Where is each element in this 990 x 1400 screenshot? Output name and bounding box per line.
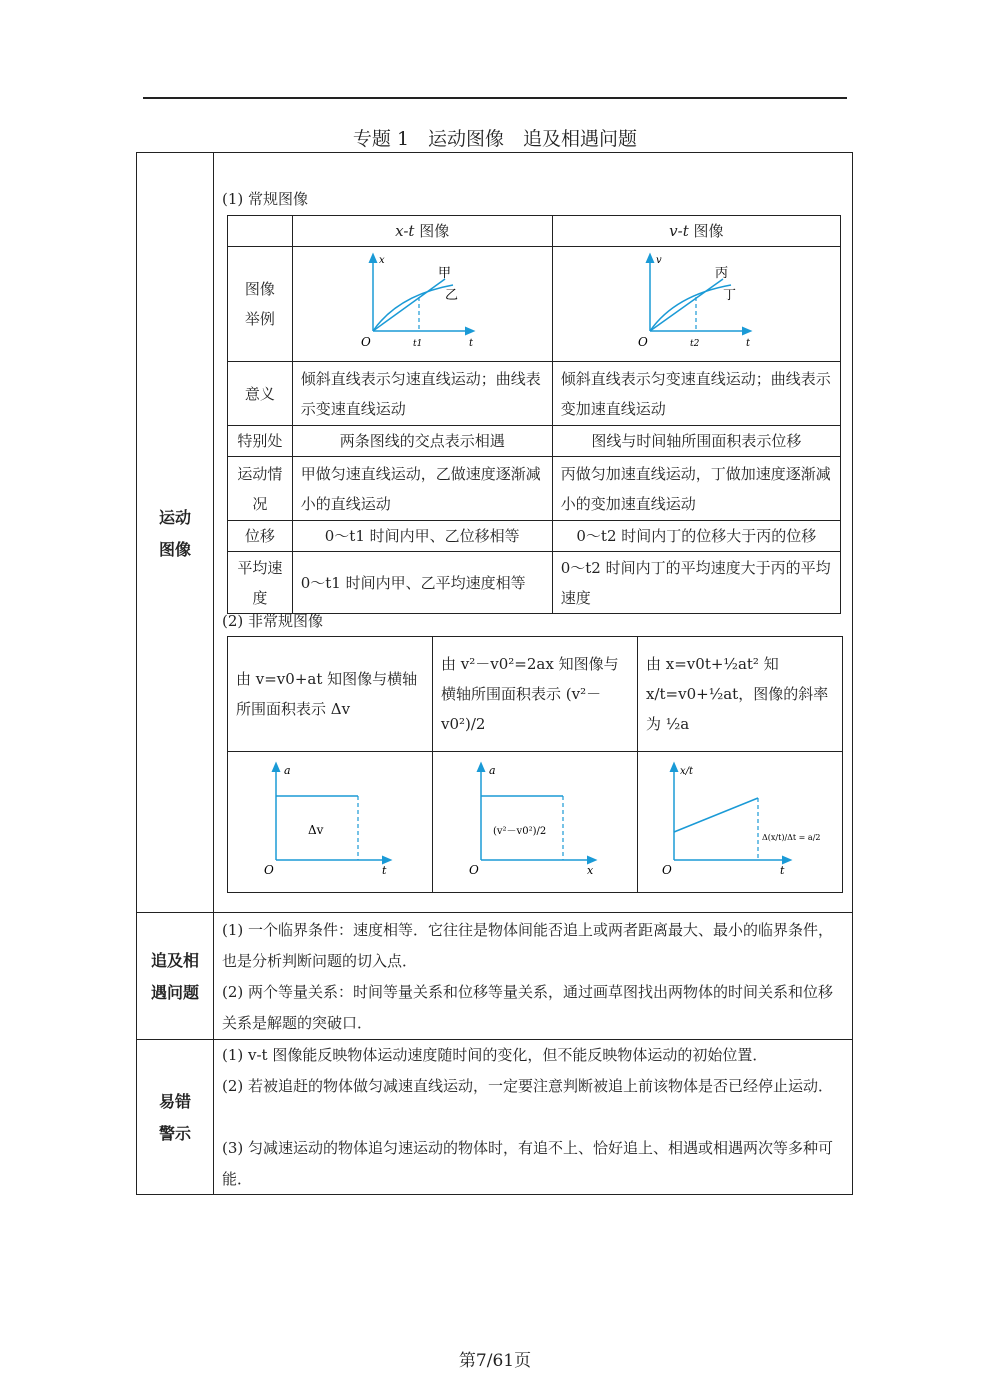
xt-example-cell bbox=[292, 247, 552, 362]
label-example: 图像 举例 bbox=[228, 247, 293, 362]
y-label: x bbox=[378, 255, 385, 266]
a-t-graph-cell bbox=[228, 752, 433, 893]
vt-example-cell bbox=[552, 247, 840, 362]
row-label-motion-images: 运动 图像 bbox=[158, 508, 191, 559]
warning-p3: (3) 匀减速运动的物体追匀速运动的物体时，有追不上、恰好追上、相遇或相遇两次等多种可能． bbox=[222, 1139, 834, 1188]
conventional-graph-table bbox=[227, 215, 841, 614]
area-label: Δv bbox=[308, 823, 324, 837]
line-bing bbox=[650, 279, 723, 331]
area-label: (v²－v0²)/2 bbox=[493, 826, 547, 837]
origin-label: O bbox=[637, 335, 648, 349]
x-label: t bbox=[780, 864, 785, 877]
warning-p2: (2) 若被追赶的物体做匀减速直线运动，一定要注意判断被追上前该物体是否已经停止运动． bbox=[222, 1077, 834, 1095]
yi-label: 乙 bbox=[444, 288, 458, 303]
xt-graph bbox=[293, 247, 549, 351]
xt-avg-speed: 0～t1 时间内甲、乙平均速度相等 bbox=[292, 552, 552, 614]
origin-label: O bbox=[360, 335, 371, 349]
label-avg-speed: 平均速度 bbox=[228, 552, 293, 614]
row-label-chase: 追及相 遇问题 bbox=[150, 951, 199, 1002]
xt-special: 两条图线的交点表示相遇 bbox=[292, 426, 552, 457]
cell-v-at: 由 v=v0+at 知图像与横轴所围面积表示 Δv bbox=[228, 637, 433, 752]
chase-p1: (1) 一个临界条件：速度相等．它往往是物体间能否追上或两者距离最大、最小的临界条件，也是分析判断问题的切入点． bbox=[222, 921, 834, 970]
cell-x-t: 由 x=v0t+½at² 知 x/t=v0+½at，图像的斜率为 ½a bbox=[638, 637, 843, 752]
curve-yi bbox=[373, 285, 453, 331]
row-divider bbox=[136, 912, 853, 913]
label-displacement: 位移 bbox=[228, 521, 293, 552]
x-label: x bbox=[587, 864, 594, 877]
cell-v2-2ax: 由 v²－v0²=2ax 知图像与横轴所围面积表示 (v²－v0²)/2 bbox=[433, 637, 638, 752]
line-jia bbox=[373, 279, 445, 331]
bing-label: 丙 bbox=[714, 266, 728, 281]
x-label: t bbox=[382, 864, 387, 877]
xt-motion: 甲做匀速直线运动，乙做速度逐渐减小的直线运动 bbox=[292, 457, 552, 521]
ding-label: 丁 bbox=[722, 288, 736, 303]
x-label: t bbox=[468, 338, 473, 349]
y-label: a bbox=[489, 764, 496, 777]
label-special: 特别处 bbox=[228, 426, 293, 457]
label-meaning: 意义 bbox=[228, 362, 293, 426]
origin-label: O bbox=[662, 863, 672, 877]
vt-graph bbox=[553, 247, 837, 351]
slope-line bbox=[674, 798, 758, 832]
xt-meaning: 倾斜直线表示匀速直线运动；曲线表示变速直线运动 bbox=[292, 362, 552, 426]
chase-p2: (2) 两个等量关系：时间等量关系和位移等量关系，通过画草图找出两物体的时间关系和位移关系是解题的突破口． bbox=[222, 983, 834, 1032]
y-label: a bbox=[284, 764, 291, 777]
xt-header: x-t 图像 bbox=[292, 216, 552, 247]
page-title: 专题 1 运动图像 追及相遇问题 bbox=[352, 128, 638, 150]
origin-label: O bbox=[469, 863, 479, 877]
unconventional-graph-table bbox=[227, 636, 843, 893]
a-x-graph-cell bbox=[433, 752, 638, 893]
vt-avg-speed: 0～t2 时间内丁的平均速度大于丙的平均速度 bbox=[552, 552, 840, 614]
vt-meaning: 倾斜直线表示匀变速直线运动；曲线表示变加速直线运动 bbox=[552, 362, 840, 426]
a-t-graph bbox=[228, 752, 432, 882]
section2-heading: (2) 非常规图像 bbox=[222, 612, 324, 630]
xt-t-graph-cell bbox=[638, 752, 843, 893]
x-label: t bbox=[745, 338, 750, 349]
vt-special: 图线与时间轴所围面积表示位移 bbox=[552, 426, 840, 457]
slope-label: Δ(x/t)/Δt = a/2 bbox=[762, 833, 821, 842]
warning-p1: (1) v-t 图像能反映物体运动速度随时间的变化，但不能反映物体运动的初始位置． bbox=[222, 1046, 768, 1064]
vt-displacement: 0～t2 时间内丁的位移大于丙的位移 bbox=[552, 521, 840, 552]
section1-heading: (1) 常规图像 bbox=[222, 190, 309, 208]
t1-label: t1 bbox=[412, 339, 423, 349]
corner-cell bbox=[228, 216, 293, 247]
origin-label: O bbox=[264, 863, 274, 877]
page-number: 第7/61页 bbox=[458, 1351, 532, 1371]
jia-label: 甲 bbox=[437, 266, 451, 281]
a-x-graph bbox=[433, 752, 637, 882]
vt-motion: 丙做匀加速直线运动，丁做加速度逐渐减小的变加速直线运动 bbox=[552, 457, 840, 521]
vt-header: v-t 图像 bbox=[552, 216, 840, 247]
curve-ding bbox=[650, 285, 731, 331]
label-motion: 运动情况 bbox=[228, 457, 293, 521]
xt-displacement: 0～t1 时间内甲、乙位移相等 bbox=[292, 521, 552, 552]
row-label-warning: 易错 警示 bbox=[158, 1092, 191, 1143]
y-label: v bbox=[655, 255, 662, 266]
header-rule bbox=[143, 97, 847, 99]
xt-t-graph bbox=[638, 752, 842, 882]
y-label: x/t bbox=[680, 766, 694, 777]
t2-label: t2 bbox=[689, 339, 700, 349]
